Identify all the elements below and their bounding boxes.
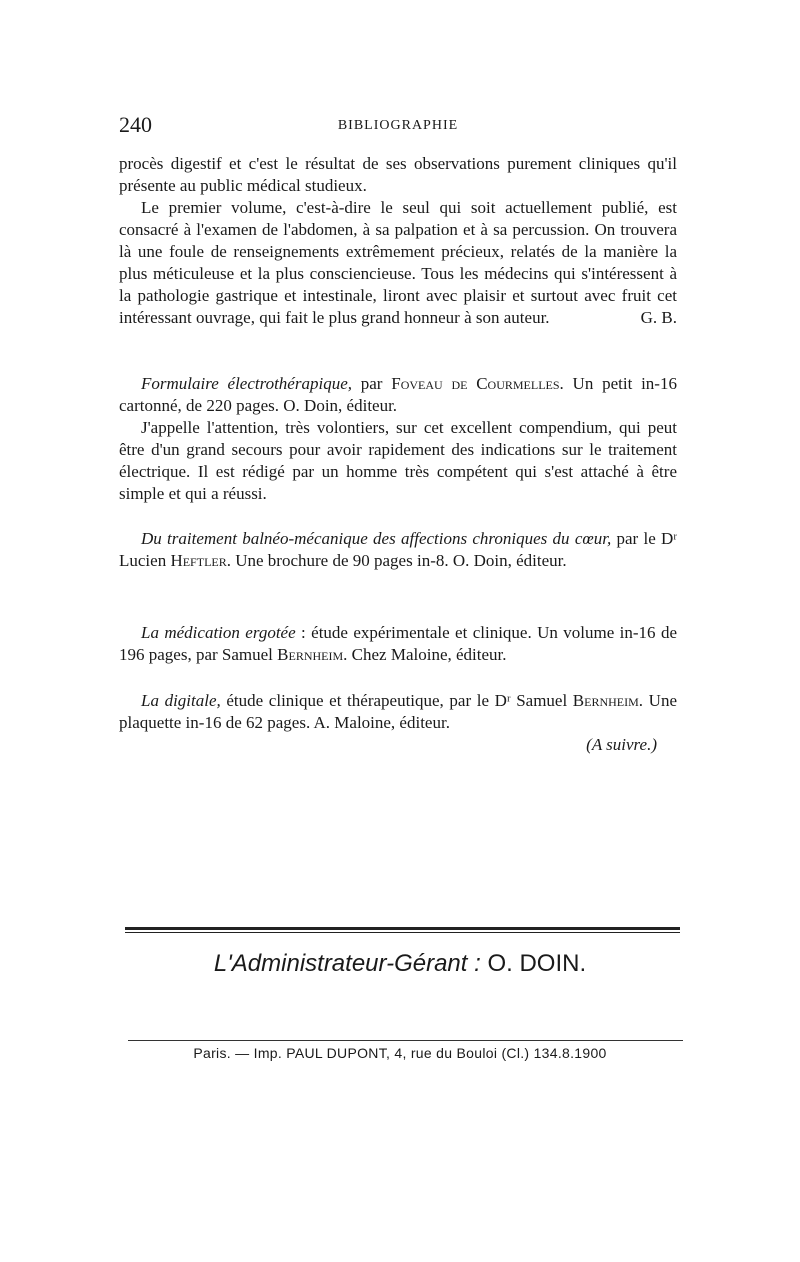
entry-author: Bernheim. xyxy=(277,645,348,664)
entry-author: Heftler. xyxy=(170,551,231,570)
to-be-continued: (A suivre.) xyxy=(586,735,657,754)
bibliography-entry xyxy=(119,622,677,666)
entry-review: J'appelle l'attention, très volontiers, sur cet excellent compendium, qui peut être d'un grand secours pour avoir rapidement des indications sur le traitement électrique. Il est rédigé par un homme très compétent qui s'est attaché à être simple et qui a réussi. xyxy=(119,418,677,503)
entry-details: : étude expérimentale et clinique. Un volume in-16 de 196 pages, par Samuel xyxy=(119,623,678,664)
entry-title: La médication ergotée xyxy=(141,623,296,642)
review-continuation xyxy=(119,153,677,329)
entry-text: par le Dʳ Lucien xyxy=(119,529,677,570)
paragraph xyxy=(119,197,677,329)
administrator-line xyxy=(0,950,800,978)
entry-text: par xyxy=(352,374,392,393)
bibliography-entry xyxy=(119,528,677,572)
bibliography-entry xyxy=(119,690,677,756)
printer-imprint: Paris. — Imp. PAUL DUPONT, 4, rue du Bouloi (Cl.) 134.8.1900 xyxy=(193,1045,607,1061)
paragraph-text: Le premier volume, c'est-à-dire le seul qui soit actuellement publié, est consacré à l'examen de l'abdomen, à sa palpation et à sa percussion. On trouvera là une foule de renseignements extrêmement précieux, relatés de la manière la plus méticuleuse et la plus consciencieuse. Tous les médecins qui s'intéressent à la pathologie gastrique et intestinale, liront avec plaisir et surtout avec fruit cet intéressant ouvrage, qui fait le plus grand honneur à son auteur. xyxy=(119,198,677,327)
page-header xyxy=(119,112,677,142)
admin-name: O. DOIN. xyxy=(480,950,587,977)
entry-details: Un petit in-16 cartonné, de 220 pages. O. Doin, éditeur. xyxy=(119,374,677,415)
entry-author: Foveau de Courmelles. xyxy=(391,374,564,393)
entry-details: Une plaquette in-16 de 62 pages. A. Maloine, éditeur. xyxy=(119,691,677,732)
entry-title: Formulaire électrothérapique, xyxy=(141,374,352,393)
bibliography-entry xyxy=(119,373,677,505)
entry-title: La digitale, xyxy=(141,691,221,710)
entry-title: Du traitement balnéo-mécanique des affections chroniques du cœur, xyxy=(141,529,612,548)
entry-citation xyxy=(119,622,677,666)
entry-details: Une brochure de 90 pages in-8. O. Doin, éditeur. xyxy=(230,551,567,570)
paragraph: procès digestif et c'est le résultat de ses observations purement cliniques qu'il présente au public médical studieux. xyxy=(119,154,677,195)
signature: G. B. xyxy=(640,308,677,327)
entry-citation xyxy=(119,373,677,417)
admin-label: L'Administrateur-Gérant : xyxy=(213,950,481,977)
divider xyxy=(125,927,680,930)
entry-details: Chez Maloine, éditeur. xyxy=(347,645,507,664)
page-number: 240 xyxy=(119,112,152,137)
entry-citation xyxy=(119,690,677,734)
entry-details: étude clinique et thérapeutique, par le Dʳ Samuel xyxy=(220,691,573,710)
running-title: BIBLIOGRAPHIE xyxy=(337,118,459,133)
divider xyxy=(128,1040,683,1041)
entry-citation xyxy=(119,528,677,572)
entry-author: Bernheim. xyxy=(572,691,644,710)
divider xyxy=(125,932,680,933)
